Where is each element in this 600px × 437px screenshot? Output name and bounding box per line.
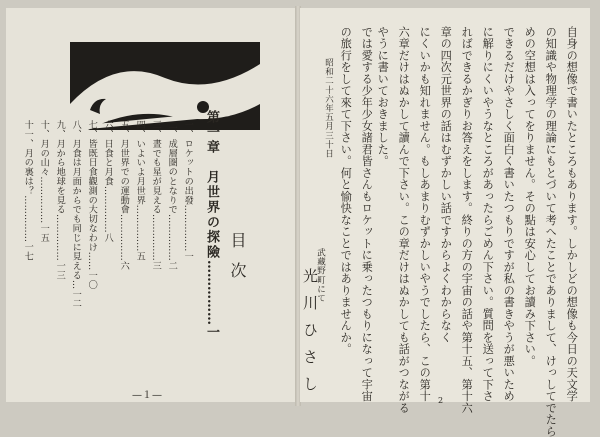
toc-title: 目次 (228, 232, 247, 292)
preface-line: できるだけやさしく面白く書いたつもりですが私の書きやうが悪いため (502, 26, 516, 402)
toc-item[interactable]: 八、月食は月面からでも同じに見える…一二 (70, 120, 82, 309)
toc-item[interactable]: 九、月から地球を見る……………一三 (54, 120, 66, 280)
toc-item[interactable]: 七、皆既日食觀測の大切なわけ……一〇 (86, 120, 98, 290)
preface-line: 自身の想像で書いたところもあります。しかしどの想像も今日の天文学 (565, 26, 579, 402)
preface-line: めの空想は入ってをりません。その點は安心してお讀み下さい。 (523, 26, 537, 367)
toc-item[interactable]: 六、日食と月食……………八 (102, 120, 114, 243)
preface-line: ればできるかぎりお答えをします。終りの方の宇宙の話や第十五、第十六 (460, 26, 474, 414)
toc-item[interactable]: 四、いよいよ月世界……………五 (134, 120, 146, 261)
preface-line: に解りにくいやうなところがあったらごめん下さい。質問を送って下さ (481, 26, 495, 402)
toc-chapter-heading[interactable]: 第一章 月世界の探險……………一 (204, 110, 219, 340)
preface-line: 章の四次元世界の話はむずかしい話ですからよくわからなく (439, 26, 453, 344)
preface-line: では愛する少年少女諸君皆さんもロケットに乗ったつもりになって宇宙 (360, 26, 374, 402)
toc-chapter-page: 一 (204, 325, 219, 340)
preface-author: 光川ひさし (301, 268, 319, 403)
toc-item[interactable]: 十、月の山々……………一五 (38, 120, 50, 243)
toc-page-number: —１— (132, 390, 162, 401)
preface-line: にくいかも知れません。もしあまりむずかしいやうでしたら、この第十 (418, 26, 432, 402)
toc-item[interactable]: 五、月世界での運動會……………六 (118, 120, 130, 271)
toc-item[interactable]: 十一、月の裏は？……………一七 (22, 120, 34, 261)
preface-page-number: 2 (438, 396, 444, 405)
toc-chapter-label: 第一章 月世界の探險 (204, 110, 219, 260)
preface-line: の旅行をして來て下さい。何と愉快なことではありませんか。 (339, 26, 353, 355)
toc-item[interactable]: 一、ロケットの出發……………一 (182, 120, 194, 261)
woodcut-illustration (70, 42, 260, 130)
preface-line: 六章だけはぬかして讀んで下さい。この章だけはぬかしても話がつながる (397, 26, 411, 414)
toc-item[interactable]: 三、晝でも星が見える……………三 (150, 120, 162, 271)
preface-location: 武藏野町にて (315, 248, 326, 303)
preface-line: やうに書いておきました。 (376, 26, 390, 167)
toc-item[interactable]: 二、成層圏のとなりで……………二 (166, 120, 178, 271)
preface-date: 昭和二十六年五月三十日 (323, 58, 334, 159)
preface-line: の知識や物理学の理論にもとづいて考へたことでありまして、けっしてでたら (544, 26, 558, 437)
